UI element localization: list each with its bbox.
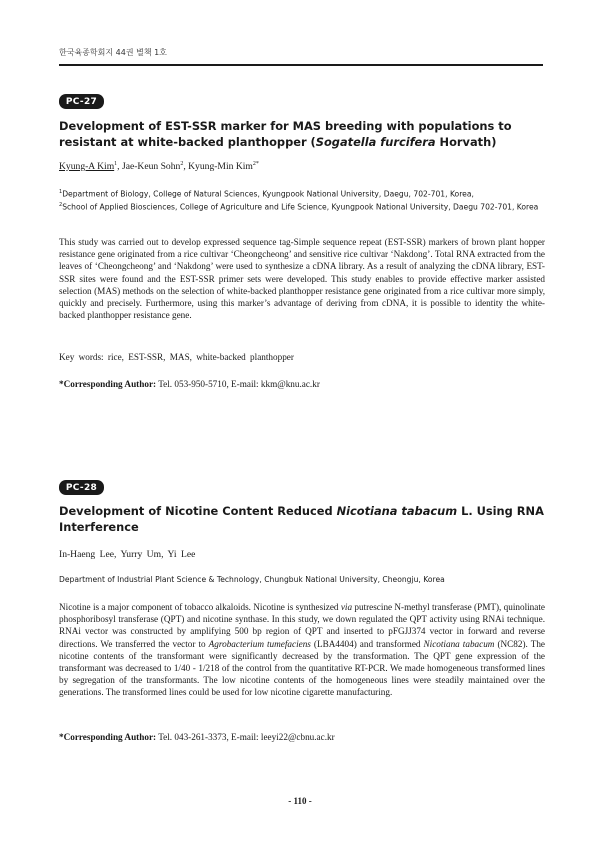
affiliation-mark: 1 xyxy=(59,189,63,195)
article-code-badge: PC-27 xyxy=(59,94,104,109)
author-name: Kyung-A Kim xyxy=(59,161,115,173)
corresponding-label: *Corresponding Author: xyxy=(59,732,157,742)
author-list: Kyung-A Kim$^1$, Jae-Keun Sohn$^2$, Kyung-Min Kim$^{2*}$ xyxy=(59,161,259,173)
author-name: Jae-Keun Sohn xyxy=(121,161,181,173)
abstract-text: putrescine N-methyl transferase (PMT), quinolinate phosphoribosyl transferase (QPT) and nicotine synthase. In this study, we down regulated the QPT activity using RNAi technique. RNAi vector was constructed by amplifying 500 bp region of QPT and inserted to pFGJJ374 vector in forward and reverse directions. We transferred the vector to xyxy=(59,602,545,649)
abstract-text: (LBA4404) and transformed xyxy=(310,638,424,649)
corresponding-label: *Corresponding Author: xyxy=(59,379,157,389)
author-list: In-Haeng Lee, Yurry Um, Yi Lee xyxy=(59,549,196,560)
corresponding-contact: Tel. 043-261-3373, E-mail: leeyi22@cbnu.ac.kr xyxy=(156,732,335,742)
affiliation-line xyxy=(59,200,545,213)
abstract: This study was carried out to develop expressed sequence tag-Simple sequence repeat (EST-SSR) markers of brown plant hopper resistance gene originated from a rice cultivar ‘Cheongcheong’ and sensitive rice cultivar ‘Nakdong’. Total RNA extracted from the leaves of ‘Cheongcheong’ and ‘Nakdong’ were used to synthesize a cDNA library. As a result of analyzing the cDNA library, EST-SSR sites were found and the EST-SSR primer sets were developed. This study enables to provide effective marker assisted selection (MAS) methods on the selection of white-backed planthopper resistance gene originated from a rice cultivar more simply, quickly and precisely. Furthermore, using this marker’s advantage of deriving from cDNA, it is possible to identity the white-backed planthopper resistance gene. xyxy=(59,237,545,321)
affiliation-line: Department of Industrial Plant Science & Technology, Chungbuk National University, Cheongju, Korea xyxy=(59,575,445,584)
title-text-end: Horvath) xyxy=(435,135,497,149)
abstract-text: (NC82). The nicotine contents of the transformant were significantly decreased by the transformation. The QPT gene expression of the transformant was decreased to 1/40 - 1/218 of the control from the quantitative RT-PCR. We made homogeneous transformed lines by segregation of the transformants. The low nicotine contents of the homogeneous lines were steadily maintained over the generations. The transformed lines could be used for low nicotine cigarette manufacturing. xyxy=(59,638,545,698)
journal-header: 한국육종학회지 44권 별책 1호 xyxy=(59,48,167,57)
abstract-italic: Nicotiana tabacum xyxy=(423,638,495,649)
title-text: Development of EST-SSR marker for MAS breeding with populations to resistant at white-backed planthopper ( xyxy=(59,119,512,149)
article-title xyxy=(59,118,545,150)
article-title xyxy=(59,503,545,535)
affiliation-text: Department of Biology, College of Natural Sciences, Kyungpook National University, Daegu, 702-701, Korea, xyxy=(62,189,474,199)
abstract-italic: Agrobacterium tumefaciens xyxy=(208,638,311,649)
abstract xyxy=(59,601,545,699)
author-affiliation-mark: 2* xyxy=(252,161,259,167)
corresponding-author xyxy=(59,732,545,742)
title-text-end: L. Using RNA Interference xyxy=(59,504,544,534)
title-species: Nicotiana tabacum xyxy=(336,504,458,518)
title-text: Development of Nicotine Content Reduced xyxy=(59,504,337,518)
affiliation-mark: 2 xyxy=(59,201,63,208)
title-species: Sogatella furcifera xyxy=(315,135,436,149)
keywords: Key words: rice, EST-SSR, MAS, white-backed planthopper xyxy=(59,352,294,362)
author-affiliation-mark: 2 xyxy=(180,161,184,167)
author-affiliation-mark: 1 xyxy=(114,161,118,167)
affiliation-text: School of Applied Biosciences, College of Agriculture and Life Science, Kyungpook National University, Daegu 702-701, Korea xyxy=(62,202,539,212)
affiliations xyxy=(59,187,545,212)
article-code-badge: PC-28 xyxy=(59,480,104,495)
corresponding-author xyxy=(59,379,545,389)
corresponding-contact: Tel. 053-950-5710, E-mail: kkm@knu.ac.kr xyxy=(156,379,320,389)
abstract-italic: via xyxy=(340,602,353,612)
header-rule xyxy=(59,64,543,66)
abstract-text: Nicotine is a major component of tobacco alkaloids. Nicotine is synthesized xyxy=(59,602,341,612)
affiliation-line xyxy=(59,187,545,200)
author-name: Kyung-Min Kim xyxy=(188,161,253,173)
page-number: - 110 - xyxy=(288,796,312,806)
